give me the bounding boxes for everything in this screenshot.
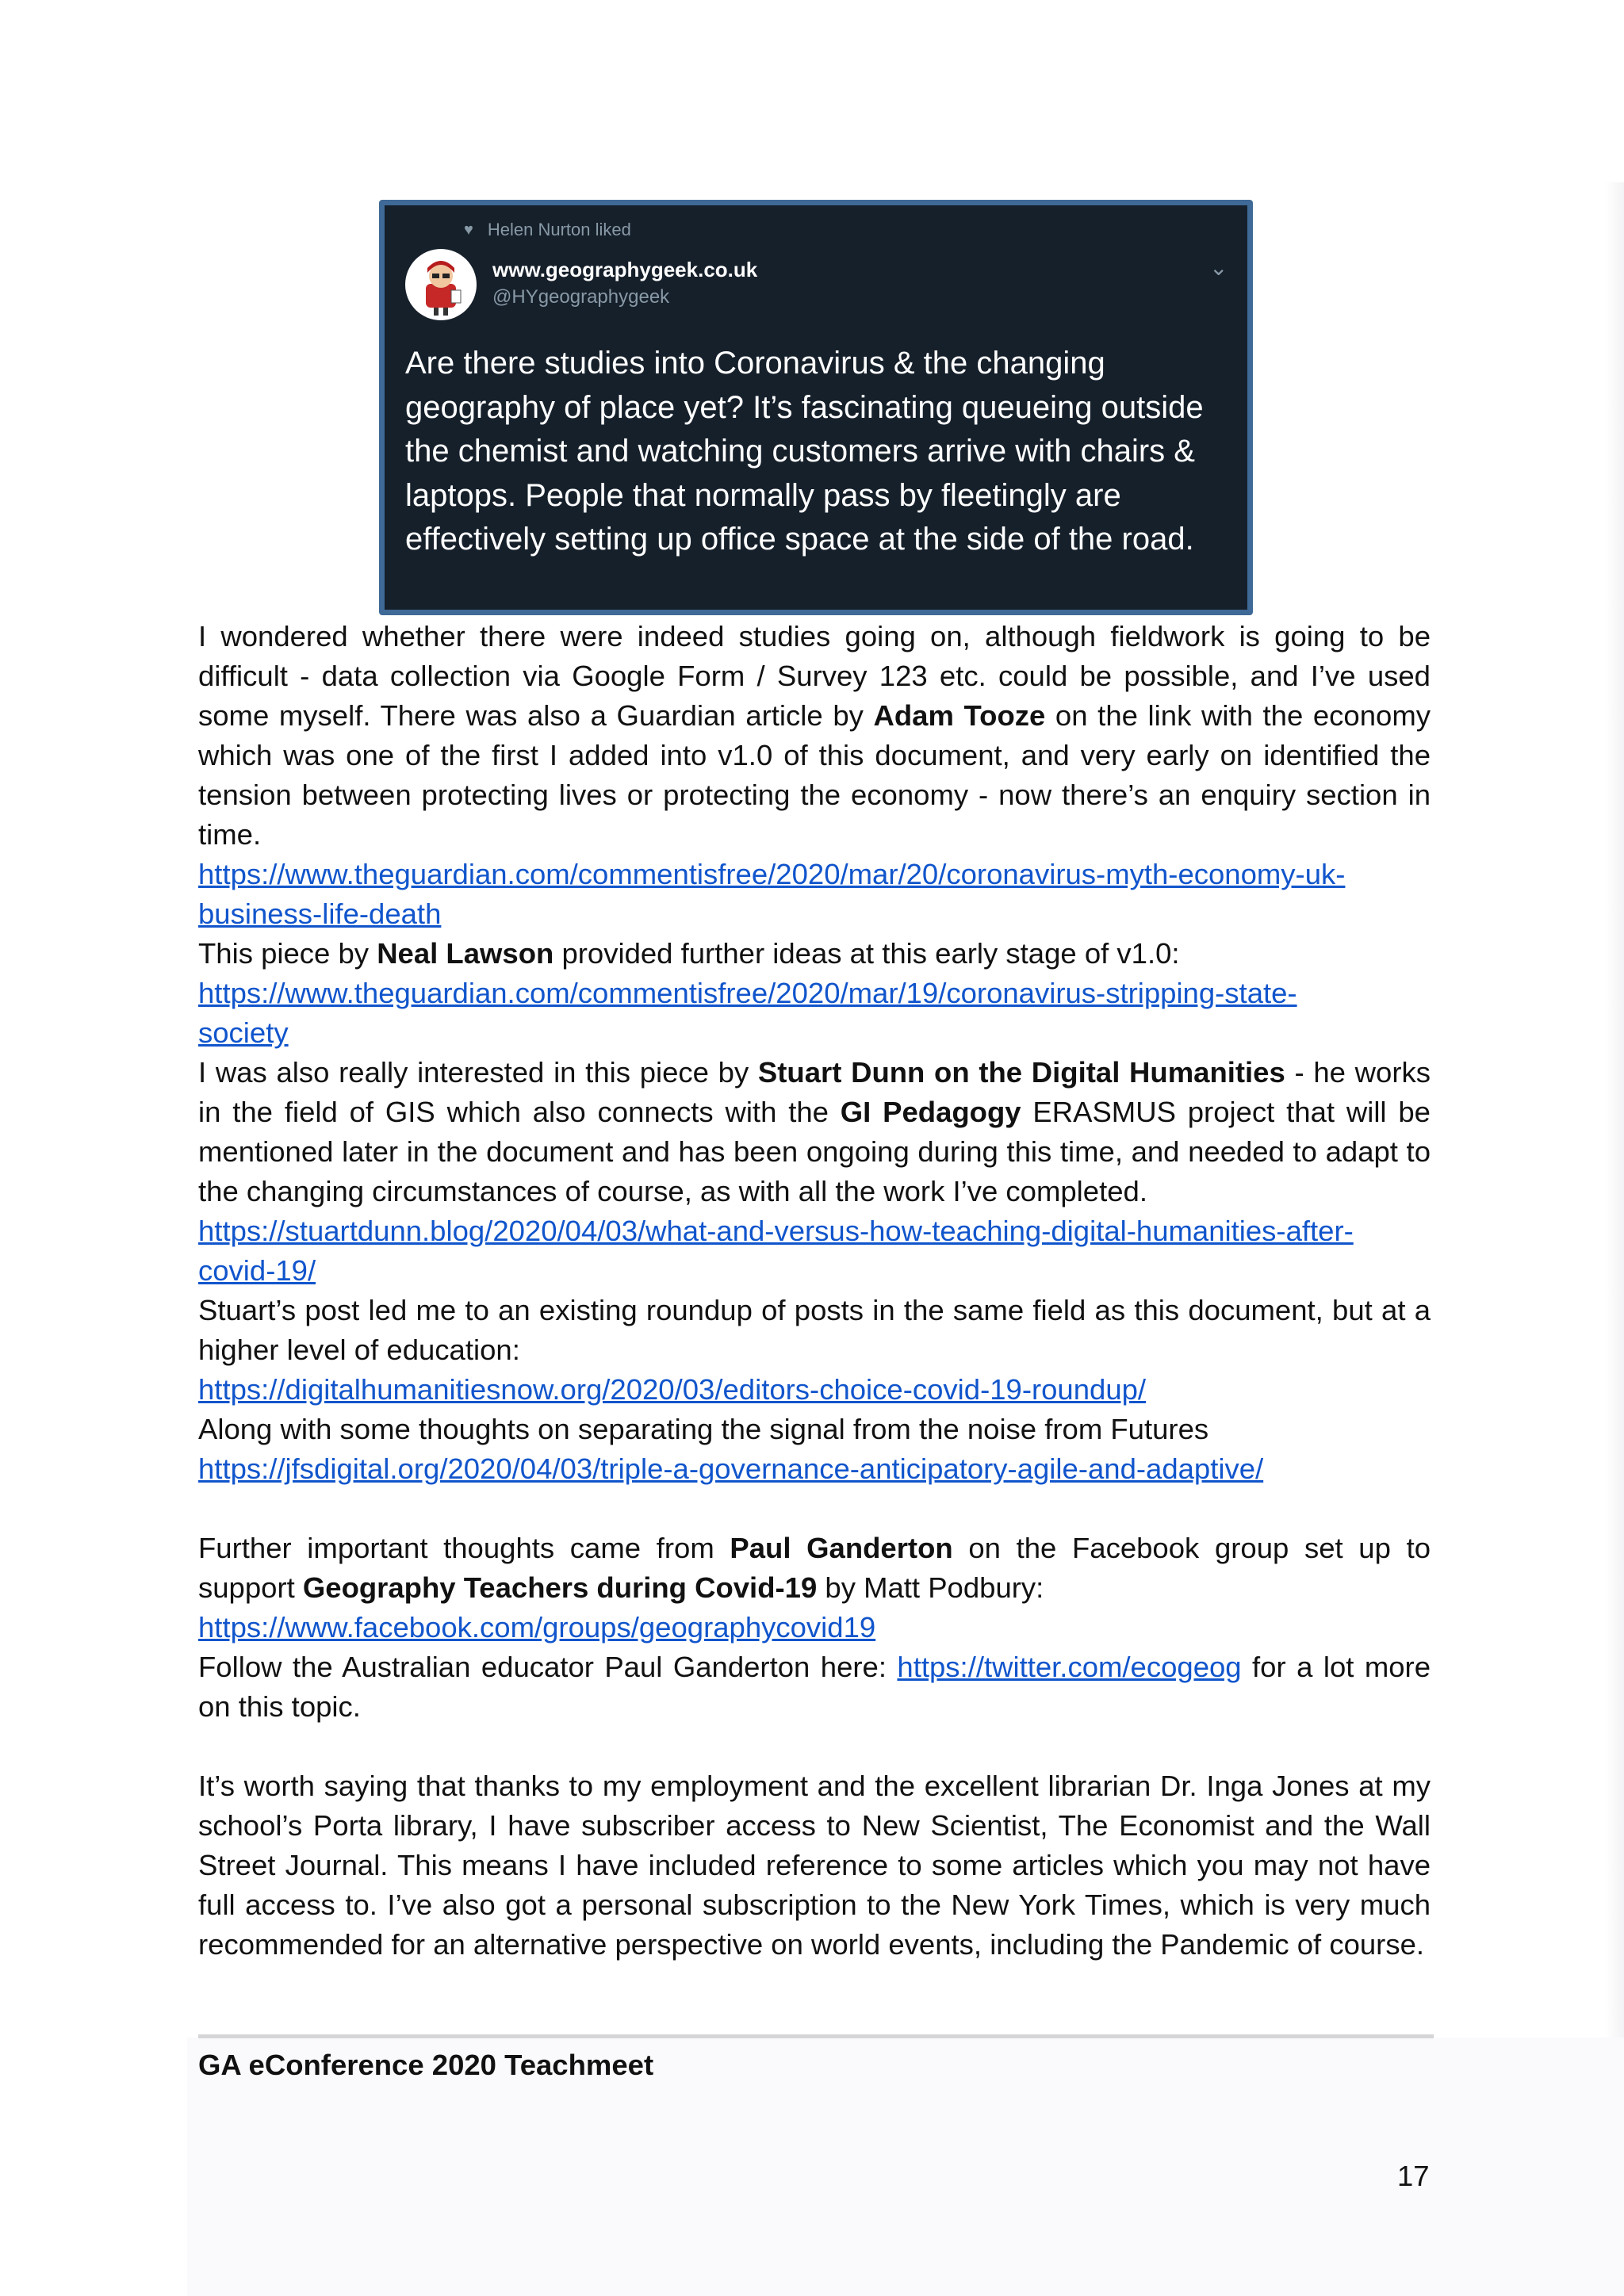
- text-run: provided further ideas at this early stage of v1.0:: [553, 937, 1180, 970]
- link-text: business-life-death: [198, 897, 442, 930]
- spacer: [198, 1727, 1431, 1766]
- tweet-text: Are there studies into Coronavirus & the changing geography of place yet? It’s fascinating queueing outside the chemist and watching customers arrive with chairs & laptops. People that normally pass by fleetingly are effectively setting up office space at the side of the road.: [405, 346, 1204, 557]
- liked-by-text: Helen Nurton liked: [487, 220, 631, 239]
- text-run: - he works in the field of GIS which also connects with the: [198, 1056, 1431, 1128]
- paragraph-roundup: Stuart’s post led me to an existing roundup of posts in the same field as this document, but at a higher level of education:: [198, 1294, 1431, 1366]
- text-run: for a lot more on this topic.: [198, 1651, 1431, 1723]
- link-guardian-lawson[interactable]: [198, 977, 1297, 1049]
- link-stuartdunn-blog[interactable]: [198, 1215, 1354, 1287]
- author-neal-lawson: Neal Lawson: [377, 937, 554, 970]
- body-text: [198, 617, 1431, 1965]
- avatar: [405, 249, 477, 320]
- link-paragraph-guardian-2: [198, 974, 1431, 1053]
- text-run: Further important thoughts came from: [198, 1532, 730, 1564]
- link-text: https://www.theguardian.com/commentisfree/2020/mar/19/coronavirus-stripping-state-: [198, 977, 1297, 1009]
- link-text: covid-19/: [198, 1254, 316, 1287]
- embedded-tweet-image: [379, 200, 1253, 615]
- section-heading: GA eConference 2020 Teachmeet: [198, 2049, 654, 2081]
- text-run: Follow the Australian educator Paul Ganderton here:: [198, 1651, 898, 1683]
- group-name: Geography Teachers during Covid-19: [302, 1571, 818, 1604]
- paragraph-futures: Along with some thoughts on separating the signal from the noise from Futures: [198, 1413, 1209, 1445]
- text-run: This piece by: [198, 937, 377, 970]
- link-paragraph-stuartdunn: [198, 1211, 1431, 1291]
- link-text: https://stuartdunn.blog/2020/04/03/what-and-versus-how-teaching-digital-humanities-after-: [198, 1215, 1354, 1247]
- link-paragraph-facebook: [198, 1608, 1431, 1647]
- liked-by-row: [464, 220, 631, 240]
- link-paragraph-jfsdigital: [198, 1449, 1431, 1489]
- section-divider: [198, 2034, 1434, 2038]
- paragraph-paul-ganderton: [198, 1529, 1431, 1608]
- project-gi-pedagogy: GI Pedagogy: [840, 1096, 1021, 1128]
- text-run: on the link with the economy which was one of the first I added into v1.0 of this document, and very early on identified the tension between protecting lives or protecting the economy - now there’s an enquiry section in time.: [198, 699, 1431, 851]
- author-stuart-dunn: Stuart Dunn on the Digital Humanities: [757, 1056, 1285, 1089]
- link-guardian-tooze[interactable]: [198, 858, 1345, 930]
- link-digitalhumanitiesnow[interactable]: https://digitalhumanitiesnow.org/2020/03/editors-choice-covid-19-roundup/: [198, 1373, 1147, 1406]
- link-twitter-ecogeog[interactable]: https://twitter.com/ecogeog: [897, 1651, 1242, 1683]
- text-run: by Matt Podbury:: [817, 1571, 1044, 1604]
- link-jfsdigital[interactable]: https://jfsdigital.org/2020/04/03/triple-a-governance-anticipatory-agile-and-adaptive/: [198, 1452, 1264, 1485]
- link-facebook-group[interactable]: https://www.facebook.com/groups/geographycovid19: [198, 1611, 876, 1644]
- author-paul-ganderton: Paul Ganderton: [730, 1532, 953, 1564]
- heart-icon: ♥: [464, 220, 473, 239]
- author-adam-tooze: Adam Tooze: [873, 699, 1046, 732]
- text-run: ERASMUS project that will be mentioned later in the document and has been ongoing during this time, and needed to adapt to the changing circumstances of course, as with all the work I’ve completed.: [198, 1096, 1431, 1207]
- page-number: 17: [1397, 2160, 1430, 2192]
- tweet-author-handle: @HYgeographygeek: [492, 286, 670, 308]
- link-paragraph-guardian-1: [198, 855, 1431, 934]
- paragraph-studies: [198, 617, 1431, 855]
- spacer: [198, 1489, 1431, 1529]
- link-text: society: [198, 1016, 289, 1049]
- tweet-author-name: www.geographygeek.co.uk: [492, 258, 758, 281]
- chevron-down-icon: ⌄: [1209, 255, 1228, 280]
- text-run: I was also really interested in this piece by: [198, 1056, 758, 1089]
- link-paragraph-dhnow: [198, 1370, 1431, 1410]
- paragraph-subscriptions: It’s worth saying that thanks to my employment and the excellent librarian Dr. Inga Jones at my school’s Porta library, I have subscriber access to New Scientist, The Economist and the Wall Street Journal. This means I have included reference to some articles which you may not have full access to. I’ve also got a personal subscription to the New York Times, which is very much recommended for an alternative perspective on world events, including the Pandemic of course.: [198, 1770, 1431, 1961]
- paragraph-neal-lawson: [198, 934, 1431, 974]
- link-text: https://www.theguardian.com/commentisfree/2020/mar/20/coronavirus-myth-economy-uk-: [198, 858, 1346, 890]
- paragraph-follow: [198, 1647, 1431, 1727]
- text-run: I wondered whether there were indeed studies going on, although fieldwork is going to be difficult - data collection via Google Form / Survey 123 etc. could be possible, and I’ve used some myself. There was also a Guardian article by: [198, 620, 1431, 732]
- text-run: on the Facebook group set up to support: [198, 1532, 1431, 1604]
- page-edge-shadow: [1605, 182, 1624, 2296]
- paragraph-stuart-dunn: [198, 1053, 1431, 1211]
